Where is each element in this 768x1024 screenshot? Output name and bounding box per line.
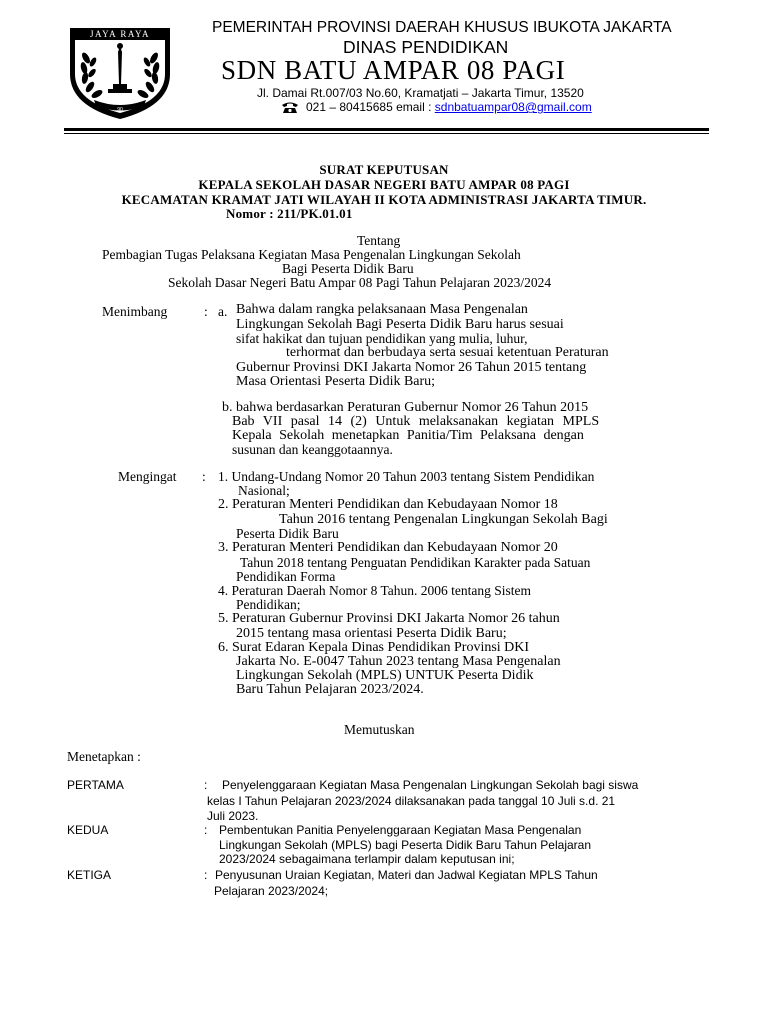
letterhead-department: DINAS PENDIDIKAN [343,37,509,57]
decision-line: Penyelenggaraan Kegiatan Masa Pengenalan Lingkungan Sekolah bagi siswa [222,778,639,792]
decision-label: PERTAMA [67,778,124,792]
tentang-line-3: Sekolah Dasar Negeri Batu Ampar 08 Pagi Tahun Pelajaran 2023/2024 [168,275,552,290]
mengingat-line: 1. Undang-Undang Nomor 20 Tahun 2003 tentang Sistem Pendidikan [218,469,595,484]
letterhead-school-name: SDN BATU AMPAR 08 PAGI [221,55,566,85]
mengingat-line: 5. Peraturan Gubernur Provinsi DKI Jakarta Nomor 26 tahun [218,611,560,626]
mengingat-line: 2015 tentang masa orientasi Peserta Didik Baru; [236,626,507,641]
menimbang-a-line: sifat hakikat dan tujuan pendidikan yang mulia, luhur, [236,331,528,346]
decision-line: kelas I Tahun Pelajaran 2023/2024 dilaksanakan pada tanggal 10 Juli s.d. 21 [207,794,616,808]
mengingat-line: Lingkungan Sekolah (MPLS) UNTUK Peserta Didik [236,668,534,683]
menetapkan-label: Menetapkan : [67,749,141,764]
decision-label: KEDUA [67,823,109,837]
mengingat-line: Pendidikan Forma [236,569,336,584]
mengingat-label: Mengingat [118,469,177,484]
mengingat-line: Baru Tahun Pelajaran 2023/2024. [236,682,424,697]
decision-colon: : [204,823,208,837]
menimbang-a-line: Bahwa dalam rangka pelaksanaan Masa Pengenalan [236,302,528,317]
decree-issuer: KEPALA SEKOLAH DASAR NEGERI BATU AMPAR 08 PAGI [198,177,570,192]
letterhead-address: Jl. Damai Rt.007/03 No.60, Kramatjati – Jakarta Timur, 13520 [257,86,584,100]
mengingat-line: Pendidikan; [236,597,301,612]
decision-line: Juli 2023. [207,809,259,823]
logo-text: JAYA RAYA [89,29,151,39]
menimbang-a-line: Gubernur Provinsi DKI Jakarta Nomor 26 Tahun 2015 tentang [236,360,587,375]
mengingat-line: Tahun 2016 tentang Pengenalan Lingkungan Sekolah Bagi [279,512,608,527]
decision-colon: : [204,868,208,882]
menimbang-b-line: Kepala Sekolah menetapkan Panitia/Tim Pelaksana dengan [232,428,584,443]
menimbang-a-marker: a. [218,304,228,319]
menimbang-a-line: Lingkungan Sekolah Bagi Peserta Didik Baru harus sesuai [236,317,564,332]
letterhead-contact [306,100,592,114]
decision-line: Pelajaran 2023/2024; [214,884,329,898]
mengingat-line: 6. Surat Edaran Kepala Dinas Pendidikan Provinsi DKI [218,640,530,655]
mengingat-line: Peserta Didik Baru [236,526,339,541]
mengingat-colon: : [202,469,206,484]
decision-line: 2023/2024 sebagaimana terlampir dalam keputusan ini; [219,852,515,866]
tentang-label: Tentang [357,233,401,248]
menimbang-label: Menimbang [102,304,168,319]
mengingat-line: 4. Peraturan Daerah Nomor 8 Tahun. 2006 tentang Sistem [218,583,531,598]
decision-label: KETIGA [67,868,112,882]
mengingat-line: 3. Peraturan Menteri Pendidikan dan Kebudayaan Nomor 20 [218,540,558,555]
phone-icon [281,101,299,114]
mengingat-line: Tahun 2018 tentang Penguatan Pendidikan Karakter pada Satuan [240,555,591,570]
mengingat-line: Nasional; [238,483,290,498]
decree-district: KECAMATAN KRAMAT JATI WILAYAH II KOTA ADMINISTRASI JAKARTA TIMUR. [121,192,647,207]
letterhead-divider-thick [64,128,709,131]
decree-title: SURAT KEPUTUSAN [319,162,449,177]
menimbang-b-line: b. bahwa berdasarkan Peraturan Gubernur Nomor 26 Tahun 2015 [222,400,589,415]
decision-line: Penyusunan Uraian Kegiatan, Materi dan Jadwal Kegiatan MPLS Tahun [215,868,598,882]
decree-number: Nomor : 211/PK.01.01 [226,206,353,221]
menimbang-a-line: terhormat dan berbudaya serta sesuai ketentuan Peraturan [286,345,609,360]
tentang-line-1: Pembagian Tugas Pelaksana Kegiatan Masa Pengenalan Lingkungan Sekolah [102,247,521,262]
decision-line: Lingkungan Sekolah (MPLS) bagi Peserta Didik Baru Tahun Pelajaran [219,838,592,852]
tentang-line-2: Bagi Peserta Didik Baru [282,261,414,276]
jaya-raya-logo [64,22,176,122]
menimbang-b-line: Bab VII pasal 14 (2) Untuk melaksanakan kegiatan MPLS [232,414,600,429]
decision-colon: : [204,778,208,792]
menimbang-b-line: susunan dan keanggotaannya. [232,442,393,457]
phone-text: 021 – 80415685 email : [306,100,435,114]
menimbang-colon: : [204,304,208,319]
letterhead-divider-thin [64,133,709,134]
logo-number: 90 [117,107,123,113]
menimbang-a-line: Masa Orientasi Peserta Didik Baru; [236,374,436,389]
mengingat-line: Jakarta No. E-0047 Tahun 2023 tentang Masa Pengenalan [236,654,561,669]
letterhead-government: PEMERINTAH PROVINSI DAERAH KHUSUS IBUKOTA JAKARTA [212,19,672,36]
mengingat-line: 2. Peraturan Menteri Pendidikan dan Kebudayaan Nomor 18 [218,497,558,512]
email-link[interactable]: sdnbatuampar08@gmail.com [434,100,592,114]
decision-line: Pembentukan Panitia Penyelenggaraan Kegiatan Masa Pengenalan [219,823,582,837]
memutuskan-heading: Memutuskan [344,722,415,737]
